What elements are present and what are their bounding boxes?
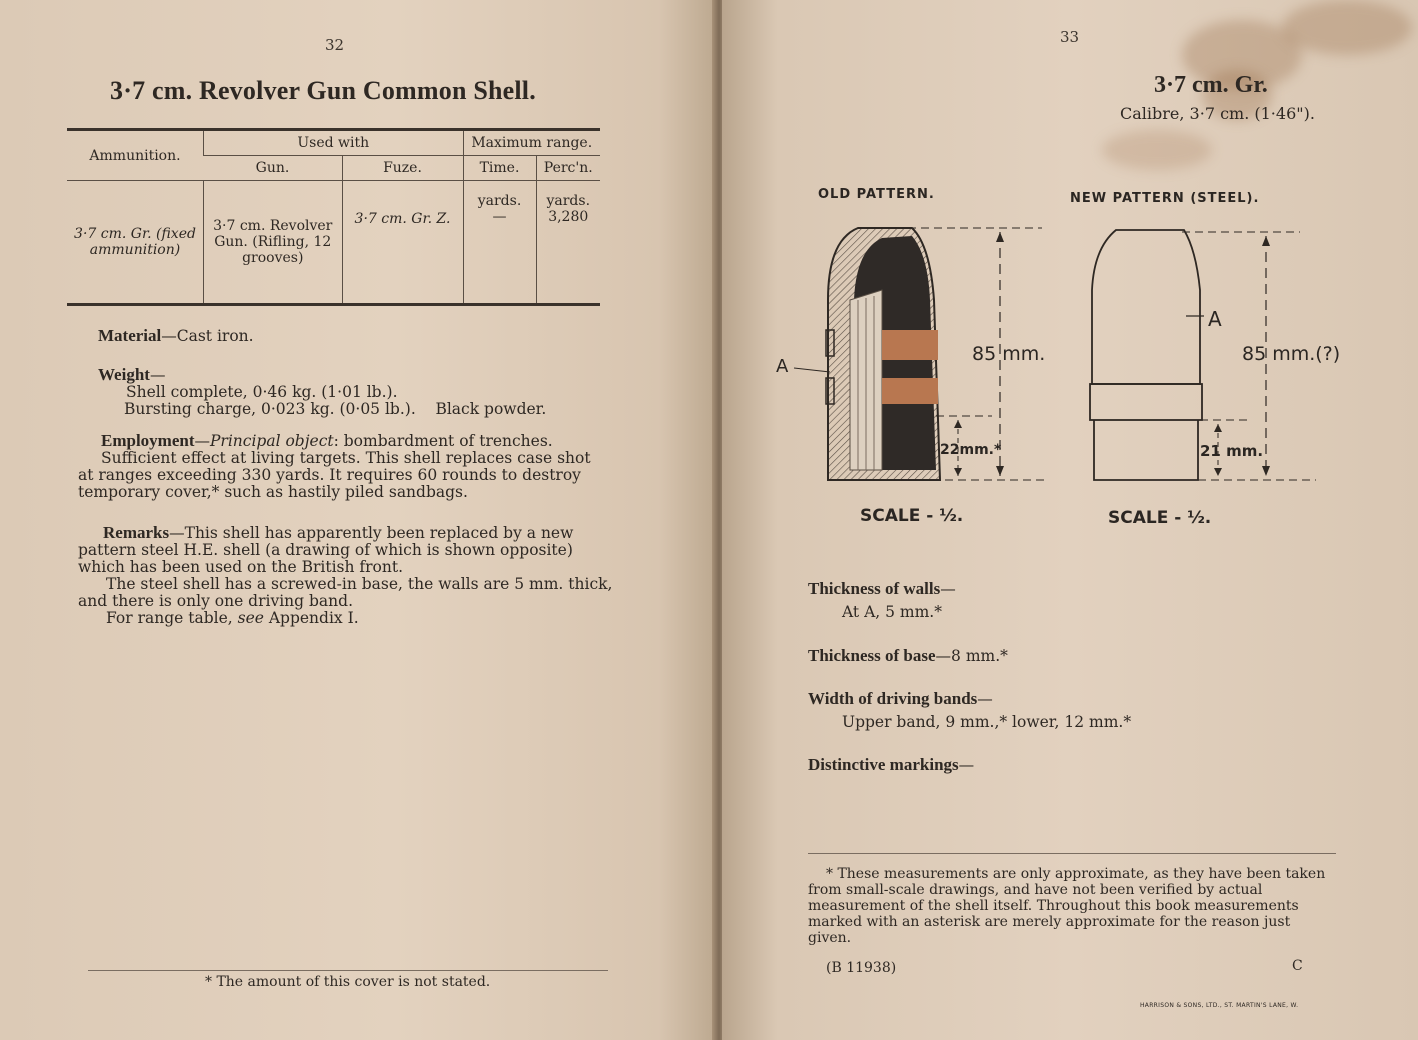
footnote-rule-left xyxy=(88,970,608,971)
point-a-old: A xyxy=(776,356,789,377)
markings-section xyxy=(808,756,974,774)
footnote-right xyxy=(808,866,1336,946)
footnote-right-line-5: given. xyxy=(808,930,852,946)
point-a-new: A xyxy=(1208,307,1222,331)
header-max-range: Maximum range. xyxy=(463,130,600,156)
old-base-label: 22mm.* xyxy=(940,442,1002,458)
header-ammunition: Ammunition. xyxy=(67,130,204,181)
employment-line-3: at ranges exceeding 330 yards. It requires 60 rounds to destroy xyxy=(78,466,581,484)
calibre-text: Calibre, 3·7 cm. (1·46"). xyxy=(1120,104,1315,123)
employment-line-4: temporary cover,* such as hastily piled sandbags. xyxy=(78,483,468,501)
remarks-line-6-post: Appendix I. xyxy=(263,609,359,627)
new-base-label: 21 mm. xyxy=(1200,442,1264,460)
employment-text: : bombardment of trenches. xyxy=(333,432,553,450)
page-title-left: 3·7 cm. Revolver Gun Common Shell. xyxy=(110,76,536,105)
remarks-heading: Remarks xyxy=(103,523,170,542)
cell-fuze: 3·7 cm. Gr. Z. xyxy=(342,181,463,305)
cell-time-value: — xyxy=(492,209,507,225)
remarks-text: —This shell has apparently been replaced by a new xyxy=(169,524,574,542)
bands-text: Upper band, 9 mm.,* lower, 12 mm.* xyxy=(842,713,1132,731)
material-section xyxy=(98,327,254,345)
signature-letter: C xyxy=(1292,958,1303,974)
base-section xyxy=(808,647,1008,665)
right-page xyxy=(722,0,1418,1040)
walls-text: At A, 5 mm.* xyxy=(842,603,942,621)
printer-imprint: HARRISON & SONS, LTD., ST. MARTIN'S LANE, W. xyxy=(1140,1002,1299,1009)
bands-section xyxy=(808,690,1131,731)
material-heading: Material xyxy=(98,326,162,345)
remarks-line-6-pre: For range table, xyxy=(106,609,238,627)
cell-time-unit: yards. xyxy=(477,193,522,209)
page-number-left: 32 xyxy=(325,36,345,54)
walls-dash: — xyxy=(940,580,956,598)
weight-dash: — xyxy=(149,366,166,384)
weight-section xyxy=(98,366,546,418)
header-fuze: Fuze. xyxy=(342,156,463,181)
old-pattern-label: OLD PATTERN. xyxy=(818,187,935,202)
remarks-line-6-see: see xyxy=(237,609,264,627)
table-row xyxy=(67,181,600,305)
new-pattern-label: NEW PATTERN (STEEL). xyxy=(1070,191,1260,206)
ammunition-table xyxy=(67,128,600,306)
markings-dash: — xyxy=(958,756,975,774)
weight-heading: Weight xyxy=(98,365,150,384)
footnote-right-line-1: * These measurements are only approximate, as they have been taken xyxy=(826,866,1326,882)
walls-section xyxy=(808,580,956,621)
cell-ammunition: 3·7 cm. Gr. (fixed ammunition) xyxy=(67,181,204,305)
bands-heading: Width of driving bands xyxy=(808,689,978,708)
bands-dash: — xyxy=(977,690,993,708)
employment-dash: — xyxy=(194,432,210,450)
base-text: —8 mm.* xyxy=(935,647,1008,665)
footnote-right-line-3: measurement of the shell itself. Throughout this book measurements xyxy=(808,898,1299,914)
header-time: Time. xyxy=(463,156,536,181)
employment-principal: Principal object xyxy=(210,432,334,450)
new-scale-label: SCALE - ½. xyxy=(1108,508,1212,528)
cell-time xyxy=(463,181,536,305)
new-length-label: 85 mm.(?) xyxy=(1242,343,1341,365)
markings-heading: Distinctive markings xyxy=(808,755,959,774)
old-scale-label: SCALE - ½. xyxy=(860,506,964,526)
footnote-right-line-2: from small-scale drawings, and have not been verified by actual xyxy=(808,882,1263,898)
remarks-line-4: The steel shell has a screwed-in base, the walls are 5 mm. thick, xyxy=(106,575,613,593)
remarks-line-5: and there is only one driving band. xyxy=(78,592,354,610)
remarks-section xyxy=(78,524,618,627)
base-heading: Thickness of base xyxy=(808,646,936,665)
employment-line-2: Sufficient effect at living targets. This shell replaces case shot xyxy=(101,449,591,467)
remarks-line-2: pattern steel H.E. shell (a drawing of which is shown opposite) xyxy=(78,541,573,559)
material-text: —Cast iron. xyxy=(161,327,254,345)
cell-percn-value: 3,280 xyxy=(548,209,589,225)
shell-drawing xyxy=(722,0,1418,540)
cell-percn-unit: yards. xyxy=(546,193,591,209)
walls-heading: Thickness of walls xyxy=(808,579,941,598)
footnote-left: * The amount of this cover is not stated. xyxy=(205,974,491,990)
cell-gun: 3·7 cm. Revolver Gun. (Rifling, 12 grooves) xyxy=(204,181,343,305)
header-used-with: Used with xyxy=(204,130,464,156)
weight-line-1: Shell complete, 0·46 kg. (1·01 lb.). xyxy=(126,383,398,401)
header-gun: Gun. xyxy=(204,156,343,181)
remarks-line-3: which has been used on the British front. xyxy=(78,558,404,576)
employment-section xyxy=(78,432,618,501)
footnote-rule-right xyxy=(808,853,1336,854)
header-percn: Perc'n. xyxy=(536,156,600,181)
employment-heading: Employment xyxy=(101,431,195,450)
page-title-right: 3·7 cm. Gr. xyxy=(1154,72,1268,98)
footnote-right-line-4: marked with an asterisk are merely approximate for the reason just xyxy=(808,914,1291,930)
page-number-right: 33 xyxy=(1060,28,1080,46)
old-length-label: 85 mm. xyxy=(972,343,1046,365)
signature-code: (B 11938) xyxy=(826,960,897,976)
cell-percn xyxy=(536,181,600,305)
weight-line-2: Bursting charge, 0·023 kg. (0·05 lb.). Black powder. xyxy=(124,400,547,418)
